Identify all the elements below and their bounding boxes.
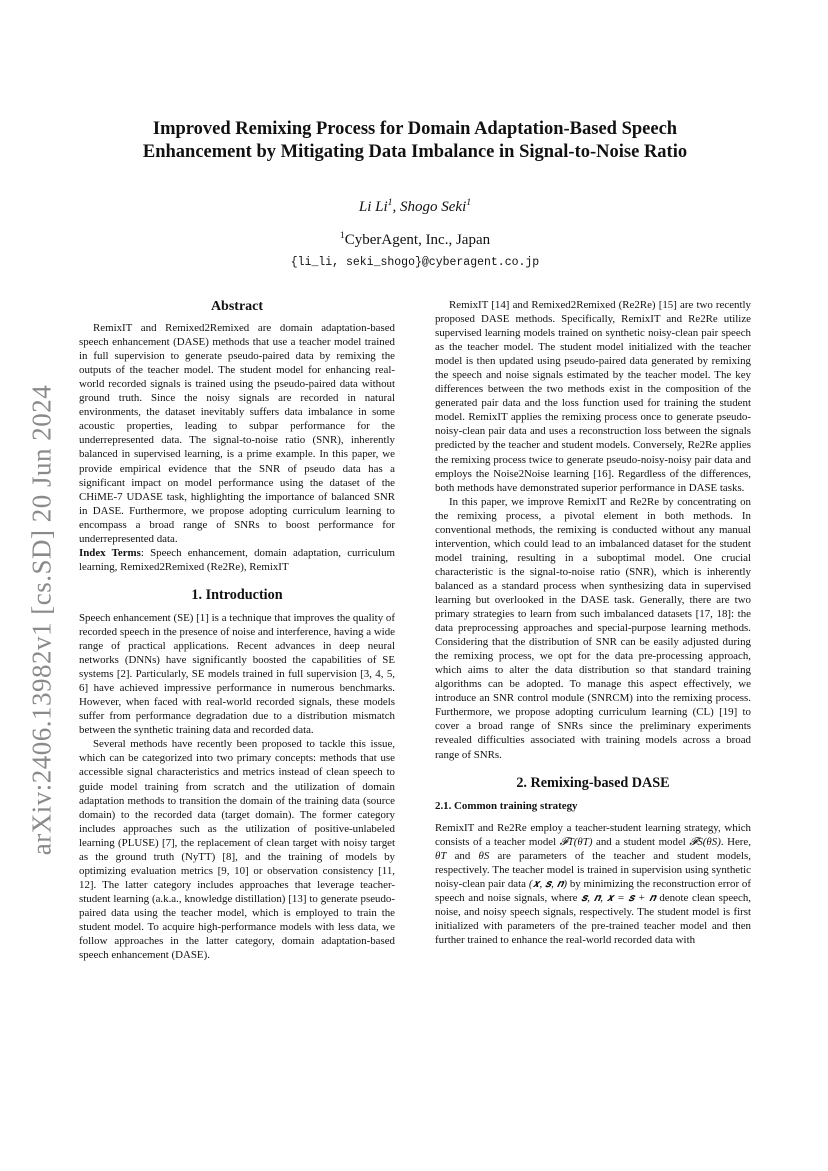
- text-run: . Here,: [720, 835, 751, 848]
- text-run: RemixIT and Re2Re employ a teacher-student learning strategy, which consists of a teacher model: [435, 821, 751, 848]
- paper-title: [100, 118, 730, 164]
- subsection-heading: 2.1. Common training strategy: [435, 799, 578, 812]
- intro-paragraph: RemixIT [14] and Remixed2Remixed (Re2Re) [15] are two recently proposed DASE methods. Specifically, RemixIT and Re2Re utilize supervised learning models trained on synthetic noisy-clean pair speech as the teacher model. The student model initialized with the teacher model is then updated using pseudo-paired data generated by remixing the speech and noise signals estimated by the teacher model. The key differences between the two methods exist in the composition of the generated pair data and the loss function used for training the student model. RemixIT applies the remixing process once to generate pseudo-noisy-clean pair data and uses a reconstruction loss between the signals predicted by the teacher and student models. Conversely, Re2Re applies the remixing process twice to generate pseudo-noisy-noisy pair data and employs the Noise2Noise learning [16]. Regardless of the differences, both methods have demonstrated superior performance in DASE tasks.: [435, 299, 751, 494]
- math-theta-s: θS: [478, 849, 490, 862]
- affiliation: [100, 232, 730, 249]
- author-separator: ,: [392, 199, 401, 215]
- text-run: by minimizing the reconstruction error of speech and noise signals, where: [435, 877, 752, 904]
- math-student-model: 𝓕S(θS): [689, 835, 721, 848]
- title-line-2: Enhancement by Mitigating Data Imbalance in Signal-to-Noise Ratio: [142, 142, 688, 162]
- math-teacher-model: 𝓕T(θT): [559, 835, 593, 848]
- index-terms-label: Index Terms: [79, 546, 141, 559]
- section2-paragraph: [435, 821, 751, 947]
- section-heading-remixing: 2. Remixing-based DASE: [516, 774, 670, 791]
- left-column: [79, 298, 395, 962]
- math-variables: 𝒔, 𝒏, 𝒙 = 𝒔 + 𝒏: [581, 891, 656, 904]
- affil-mark: 1: [339, 230, 345, 241]
- math-pair-data: (𝒙, 𝒔, 𝒏): [528, 877, 567, 890]
- abstract-text: RemixIT and Remixed2Remixed are domain adaptation-based speech enhancement (DASE) methods that use a teacher model trained in full supervision to generate pseudo-paired data by remixing the outputs of the teacher model. The student model for enhancing real-world recorded signals is trained using the pseudo-paired data without ground truth. Since the noisy signals are recorded in natural environments, the dataset inevitably suffers data imbalance in some acoustic properties, leading to subpar performance for the underrepresented data. The signal-to-noise ratio (SNR), inherently balanced in supervised learning, is a prime example. In this paper, we provide empirical evidence that the SNR of pseudo data has a significant impact on model performance using the dataset of the CHiME-7 UDASE task, highlighting the importance of balanced SNR in DASE. Furthermore, we propose adopting curriculum learning to encompass a broad range of SNRs to boost performance for underrepresented data.: [79, 322, 395, 545]
- intro-paragraph: Several methods have recently been proposed to tackle this issue, which can be categorized into two primary concepts: methods that use accessible signal characteristics and metrics instead of clean speech to guide model training from scratch and the utilization of domain adaptation methods to transition the domain of the training data (source domain) to the recorded data (target domain). The former category includes approaches such as the utilization of positive-unlabeled learning (PLUSE) [7], the replacement of clean target with noisy target as the ground truth (NyTT) [8], and the training of models by optimizing evaluation metrics [9, 10] or observation consistency [11, 12]. The latter category includes approaches that leverage teacher-student learning (a.k.a., knowledge distillation) [13] to generate pseudo-paired data using the teacher model, which is employed to train the student model. To acquire high-performance models with less data, we follow approaches in the latter category, domain adaptation-based speech enhancement (DASE).: [79, 738, 395, 962]
- author-name: Li Li: [358, 199, 388, 215]
- author-affil-mark: 1: [466, 197, 472, 208]
- author-email: {li_li, seki_shogo}@cyberagent.co.jp: [290, 256, 540, 269]
- text-run: and a student model: [592, 835, 690, 848]
- text-run: are parameters of the teacher and student models, respectively. The teacher model is trained in supervision using synthetic noisy-clean pair data: [435, 849, 751, 890]
- intro-paragraph: In this paper, we improve RemixIT and Re2Re by concentrating on the remixing process, a pivotal element in both methods. In conventional methods, the remixing is conducted without any manual intervention, which could lead to an imbalanced dataset for the student model training, resulting in a suboptimal model. One crucial characteristic is the signal-to-noise ratio (SNR), which is inherently balanced as a standard process when synthesizing data in supervised learning but overlooked in the DASE task. Generally, there are two primary strategies to learn from such imbalanced datasets [17, 18]: the data preprocessing approaches and special-purpose learning methods. Considering that the distribution of SNR can be easily adjusted during the remixing process, we opt for the data pre-processing approach, which aims to alter the data distribution so that standard training algorithms can be adopted. To manage this aspect effectively, we introduce an SNR control module (SNRCM) into the remixing process. Furthermore, we propose adopting curriculum learning (CL) [19] to cover a broad range of SNRs since the preliminary experiments revealed difficulties associated with training models across a broad range of SNRs.: [435, 495, 751, 761]
- right-column: [435, 298, 751, 947]
- title-line-1: Improved Remixing Process for Domain Adaptation-Based Speech: [152, 119, 678, 139]
- affiliation-name: CyberAgent, Inc., Japan: [344, 232, 491, 248]
- text-run: denote clean speech, noise, and noisy speech signals, respectively. The student model is first initialized with parameters of the pre-trained teacher model and then further trained to enhance the real-world recorded data with: [435, 891, 751, 947]
- abstract-heading: Abstract: [210, 299, 264, 314]
- section-heading-introduction: 1. Introduction: [191, 586, 283, 603]
- arxiv-identifier: arXiv:2406.13982v1 [cs.SD] 20 Jun 2024: [26, 384, 57, 856]
- index-terms: [79, 546, 395, 574]
- author-list: [100, 199, 730, 216]
- arxiv-sidebar: [12, 360, 72, 880]
- math-theta-t: θT: [435, 849, 447, 862]
- index-terms-text: : Speech enhancement, domain adaptation, curriculum learning, Remixed2Remixed (Re2Re), RemixIT: [79, 546, 395, 573]
- text-run: and: [446, 849, 479, 862]
- author-name: Shogo Seki: [400, 199, 467, 215]
- author-affil-mark: 1: [387, 197, 393, 208]
- intro-paragraph: Speech enhancement (SE) [1] is a technique that improves the quality of recorded speech in the presence of noise and interference, having a wide range of practical applications. Recent advances in deep neural networks (DNNs) have significantly boosted the capabilities of SE systems [2]. Particularly, SE models trained in full supervision [3, 4, 5, 6] have achieved impressive performance in numerous benchmarks. However, when faced with real-world recorded signals, these models suffer from performance degradation due to a distribution mismatch between the synthetic training data and recorded data.: [79, 611, 395, 737]
